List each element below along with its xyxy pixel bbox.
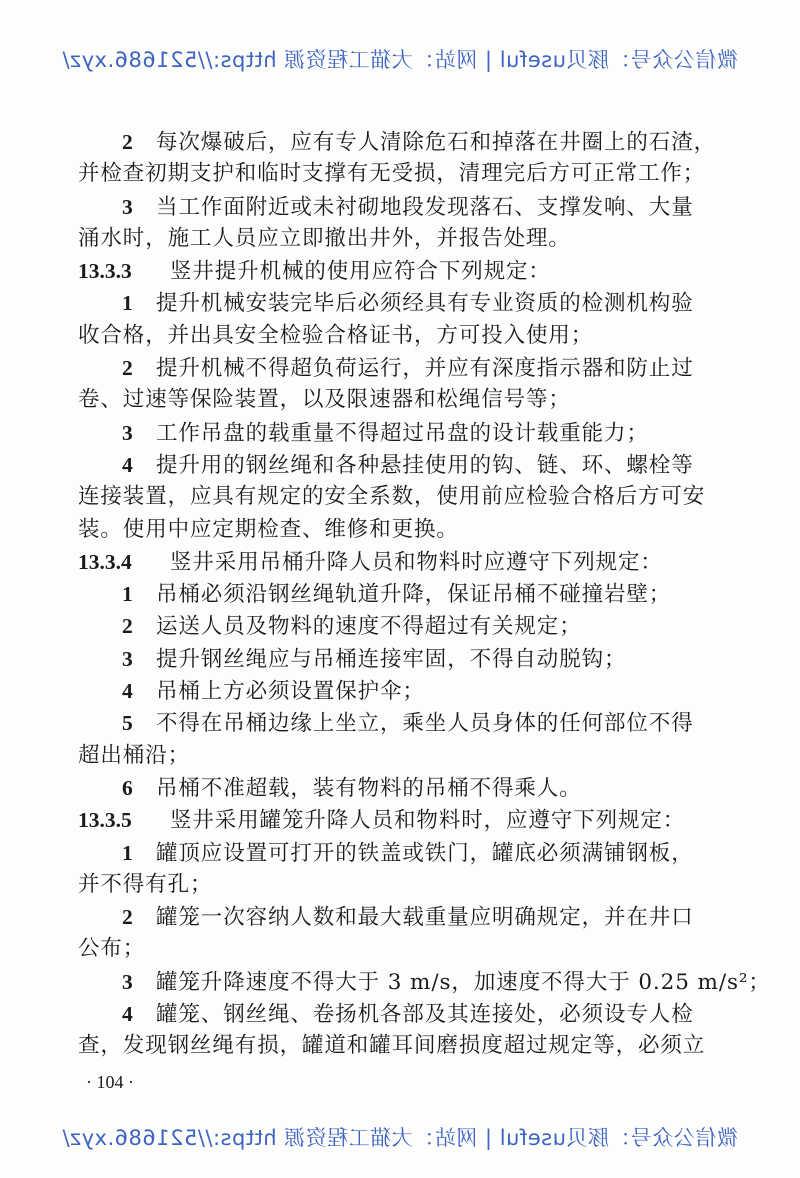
continuation-line: [78, 740, 698, 772]
line-text: 提升钢丝绳应与吊桶连接牢固，不得自动脱钩；: [156, 646, 627, 672]
line-text: 罐顶应设置可打开的铁盖或铁门，罐底必须满铺钢板，: [156, 840, 694, 866]
line-text: 超出桶沿；: [78, 742, 191, 768]
continuation-line: [78, 223, 698, 255]
continuation-line: [78, 481, 706, 513]
line-text: 工作吊盘的载重量不得超过吊盘的设计载重能力；: [156, 420, 649, 446]
item-number: 2: [122, 905, 134, 930]
continuation-line: [78, 158, 706, 190]
line-text: 公布；: [78, 936, 146, 962]
section-heading-line: [78, 546, 698, 578]
continuation-line: [78, 514, 698, 546]
line-text: 连接装置，应具有规定的安全系数，使用前应检验合格后方可安: [78, 484, 706, 510]
continuation-line: [78, 1030, 706, 1062]
item-number: 6: [122, 775, 134, 800]
item-number: 1: [122, 840, 134, 865]
line-text: 吊桶不准超载，装有物料的吊桶不得乘人。: [156, 775, 582, 801]
line-text: 涌水时，施工人员应立即撤出井外，并报告处理。: [78, 225, 571, 251]
list-item-line: [78, 126, 717, 158]
item-number: 1: [122, 291, 134, 316]
line-text: 收合格，并出具安全检验合格证书，方可投入使用；: [78, 322, 594, 348]
line-text: 卷、过速等保险装置，以及限速器和松绳信号等；: [78, 387, 571, 413]
list-item-line: [78, 675, 698, 707]
list-item-line: [78, 707, 698, 739]
list-item-line: [78, 901, 698, 933]
list-item-line: [78, 998, 698, 1030]
list-item-line: [78, 837, 698, 869]
line-text: 竖井提升机械的使用应符合下列规定：: [170, 259, 551, 285]
line-text: 罐笼升降速度不得大于 3 m/s，加速度不得大于 0.25 m/s²；: [156, 969, 771, 995]
line-text: 罐笼一次容纳人数和最大载重量应明确规定，并在井口: [156, 905, 694, 931]
line-text: 运送人员及物料的速度不得超过有关规定；: [156, 614, 582, 640]
list-item-line: [78, 610, 698, 642]
line-text: 提升用的钢丝绳和各种悬挂使用的钩、链、环、螺栓等: [156, 452, 694, 478]
item-number: 4: [122, 1002, 134, 1027]
list-item-line: [78, 578, 698, 610]
item-number: 2: [122, 356, 134, 381]
section-heading-line: [78, 804, 698, 836]
page-number: · 104 ·: [86, 1072, 134, 1092]
list-item-line: [78, 417, 698, 449]
line-text: 竖井采用吊桶升降人员和物料时应遵守下列规定：: [170, 549, 663, 575]
line-text: 并检查初期支护和临时支撑有无受损，清理完后方可正常工作；: [78, 161, 706, 187]
line-text: 当工作面附近或未衬砌地段发现落石、支撑发响、大量: [156, 194, 694, 220]
continuation-line: [78, 384, 698, 416]
line-text: 不得在吊桶边缘上坐立，乘坐人员身体的任何部位不得: [156, 711, 694, 737]
item-number: 2: [122, 614, 134, 639]
line-text: 每次爆破后，应有专人清除危石和掉落在井圈上的石渣，: [156, 130, 717, 155]
line-text: 吊桶必须沿钢丝绳轨道升降，保证吊桶不碰撞岩壁；: [156, 582, 672, 608]
continuation-line: [78, 320, 698, 352]
item-number: 3: [122, 969, 134, 994]
list-item-line: [78, 352, 698, 384]
continuation-line: [78, 933, 698, 965]
item-number: 3: [122, 194, 134, 219]
item-number: 5: [122, 711, 134, 736]
line-text: 竖井采用罐笼升降人员和物料时，应遵守下列规定：: [170, 808, 686, 834]
watermark-bottom: 微信公众号：豚贝useful | 网站：大猫工程资源 https://521686.xyz/: [62, 1126, 738, 1150]
list-item-line: [78, 287, 698, 319]
line-text: 装。使用中应定期检查、维修和更换。: [78, 516, 459, 542]
document-body: [78, 126, 771, 1063]
item-number: 1: [122, 582, 134, 607]
item-number: 3: [122, 420, 134, 445]
line-text: 提升机械安装完毕后必须经具有专业资质的检测机构验: [156, 291, 694, 317]
list-item-line: [78, 643, 698, 675]
item-number: 4: [122, 452, 134, 477]
section-heading-line: [78, 255, 698, 287]
line-text: 查，发现钢丝绳有损，罐道和罐耳间磨损度超过规定等，必须立: [78, 1033, 706, 1059]
list-item-line: [78, 966, 771, 998]
continuation-line: [78, 869, 698, 901]
list-item-line: [78, 772, 698, 804]
section-number: 13.3.4: [78, 549, 132, 574]
line-text: 提升机械不得超负荷运行，并应有深度指示器和防止过: [156, 356, 694, 382]
watermark-top: 微信公众号：豚贝useful | 网站：大猫工程资源 https://521686.xyz/: [62, 48, 738, 72]
line-text: 并不得有孔；: [78, 871, 213, 897]
item-number: 4: [122, 679, 134, 704]
list-item-line: [78, 191, 698, 223]
line-text: 罐笼、钢丝绳、卷扬机各部及其连接处，必须设专人检: [156, 1002, 694, 1028]
line-text: 吊桶上方必须设置保护伞；: [156, 679, 425, 705]
section-number: 13.3.5: [78, 808, 132, 833]
item-number: 2: [122, 130, 134, 154]
list-item-line: [78, 449, 698, 481]
section-number: 13.3.3: [78, 259, 132, 284]
item-number: 3: [122, 646, 134, 671]
